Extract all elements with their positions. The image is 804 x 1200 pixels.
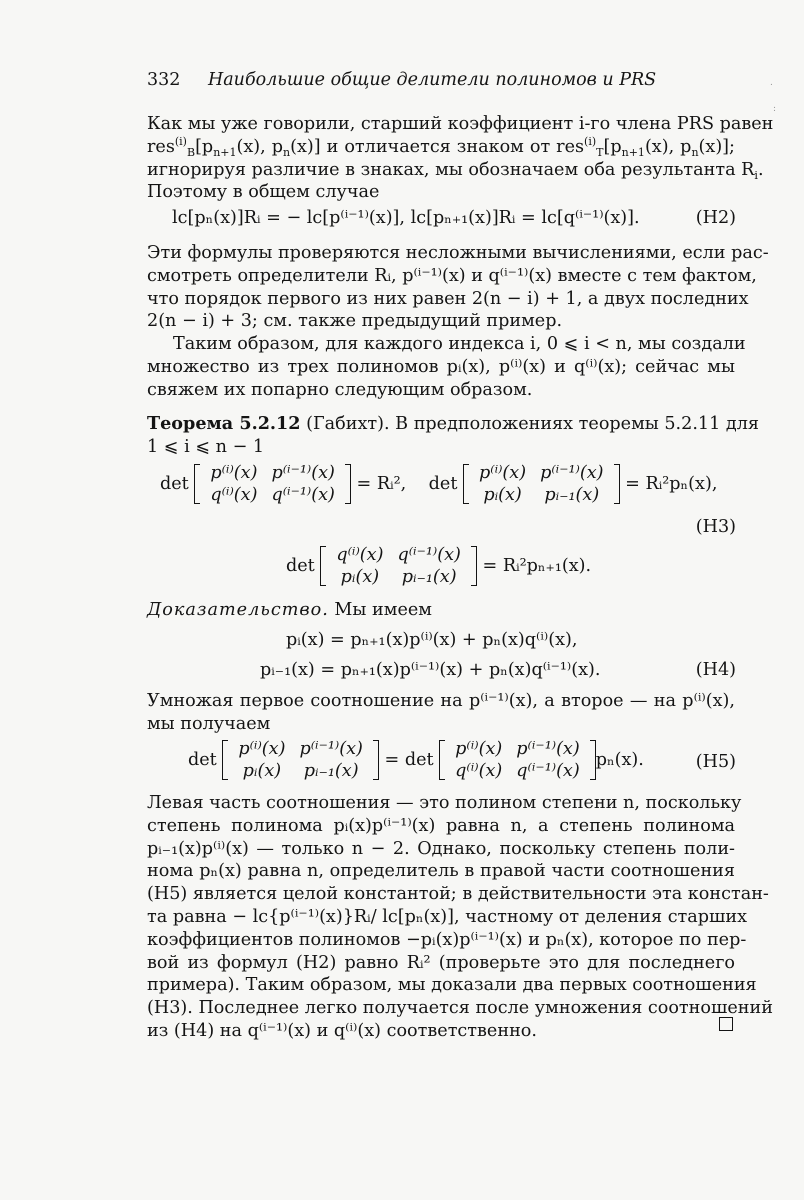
p5-line-11: из (H4) на q⁽ⁱ⁻¹⁾(x) и q⁽ⁱ⁾(x) соответственно.	[147, 1020, 537, 1041]
matrix-cell: q⁽ⁱ⁾(x)	[210, 485, 258, 505]
matrix-cell: pᵢ₋₁(x)	[401, 567, 457, 587]
matrix-cell: q⁽ⁱ⁾(x)	[455, 761, 503, 781]
paragraph-3	[147, 333, 746, 401]
paragraph-5	[147, 792, 773, 1043]
running-title: Наибольшие общие делители полиномов и PRS	[207, 70, 657, 90]
equation-h2: lc[pₙ(x)]Rᵢ = − lc[p⁽ⁱ⁻¹⁾(x)], lc[pₙ₊₁(x)]Rᵢ = lc[q⁽ⁱ⁻¹⁾(x)].	[172, 208, 640, 228]
theorem-line-2: 1 ⩽ i ⩽ n − 1	[147, 436, 265, 457]
p3-line-2: множество из трех полиномов pᵢ(x), p⁽ⁱ⁾(x) и q⁽ⁱ⁾(x); сейчас мы	[147, 356, 735, 377]
equation-h5	[188, 738, 644, 782]
matrix-h3-2	[463, 462, 620, 506]
paragraph-4	[147, 690, 735, 736]
matrix-cell: p⁽ⁱ⁻¹⁾(x)	[516, 739, 580, 759]
equation-h3-row-2	[286, 544, 591, 588]
matrix-cell: p⁽ⁱ⁾(x)	[210, 463, 258, 483]
matrix-cell: pᵢ(x)	[483, 485, 522, 505]
matrix-cell: pᵢ₋₁(x)	[303, 761, 359, 781]
p1-line-2: $res^{(i)}_B[p_{n+1}(x)$, $p_n(x)$] и отличается знаком от $res^{(i)}_T[p_{n+1}(x)$, $p_n(x)$];	[147, 134, 735, 159]
matrix-cell: p⁽ⁱ⁾(x)	[478, 463, 527, 483]
p5-line-7: коэффициентов полиномов −pᵢ(x)p⁽ⁱ⁻¹⁾(x) и pₙ(x), которое по пер-	[147, 929, 747, 950]
matrix-h3-3	[320, 544, 477, 588]
matrix-h3-1	[194, 462, 351, 506]
matrix-h5-2	[439, 738, 596, 782]
matrix-cell: q⁽ⁱ⁾(x)	[336, 545, 384, 565]
paragraph-1	[147, 113, 774, 204]
h5-result: pₙ(x).	[595, 750, 644, 770]
equation-h4-tag: (H4)	[695, 660, 736, 680]
theorem-line-1: Теорема 5.2.12 (Габихт). В предположениях теоремы 5.2.11 для	[147, 413, 760, 434]
matrix-h5-1	[222, 738, 379, 782]
matrix-cell: pᵢ(x)	[242, 761, 282, 781]
p2-line-2: смотреть определители Rᵢ, p⁽ⁱ⁻¹⁾(x) и q⁽ⁱ⁻¹⁾(x) вместе с тем фактом,	[147, 265, 757, 286]
det-label: det	[160, 474, 189, 494]
p1-line-3: игнорируя различие в знаках, мы обозначаем оба результанта $R_i$.	[147, 159, 764, 182]
proof-text: Мы имеем	[334, 600, 432, 620]
equation-h3-row-1	[160, 462, 717, 506]
matrix-cell: pᵢ(x)	[340, 567, 380, 587]
p5-line-5: (H5) является целой константой; в действительности эта констан-	[147, 884, 769, 905]
h5-mid: = det	[384, 750, 434, 770]
p2-line-3: что порядок первого из них равен 2(n − i) + 1, а двух последних	[147, 288, 749, 309]
proof-label: Доказательство.	[147, 600, 329, 620]
theorem-statement	[147, 413, 760, 459]
matrix-cell: p⁽ⁱ⁻¹⁾(x)	[540, 463, 604, 483]
p5-line-10: (H3). Последнее легко получается после умножения соотношений	[147, 998, 773, 1019]
det-label: det	[428, 474, 458, 494]
h3-result-1: = Rᵢ²,	[356, 474, 407, 494]
h3-result-2: = Rᵢ²pₙ(x),	[625, 474, 718, 494]
det-label: det	[188, 750, 217, 770]
equation-h5-tag: (H5)	[695, 752, 736, 772]
p3-line-1: Таким образом, для каждого индекса i, 0 ⩽ i < n, мы создали	[173, 334, 746, 354]
p4-line-1: Умножая первое соотношение на p⁽ⁱ⁻¹⁾(x), а второе — на p⁽ⁱ⁾(x),	[147, 691, 735, 711]
p5-line-1: Левая часть соотношения — это полином степени n, поскольку	[147, 793, 742, 813]
matrix-cell: q⁽ⁱ⁻¹⁾(x)	[516, 761, 580, 781]
p5-line-2: степень полинома pᵢ(x)p⁽ⁱ⁻¹⁾(x) равна n, а степень полинома	[147, 815, 735, 836]
p5-line-9: примера). Таким образом, мы доказали два первых соотношения	[147, 975, 757, 996]
matrix-cell: p⁽ⁱ⁾(x)	[455, 739, 503, 759]
matrix-cell: pᵢ₋₁(x)	[544, 485, 600, 505]
p4-line-2: мы получаем	[147, 713, 271, 734]
p5-line-6: та равна − lc{p⁽ⁱ⁻¹⁾(x)}Rᵢ/ lc[pₙ(x)], частному от деления старших	[147, 906, 748, 927]
proof-intro	[147, 600, 432, 620]
scan-speck: :	[773, 104, 777, 114]
running-header	[147, 70, 656, 90]
equation-h3-tag: (H3)	[695, 517, 736, 537]
det-label: det	[286, 556, 315, 576]
h3-result-3: = Rᵢ²pₙ₊₁(x).	[482, 556, 592, 576]
equation-h2-tag: (H2)	[695, 208, 736, 228]
p5-line-3: pᵢ₋₁(x)p⁽ⁱ⁾(x) — только n − 2. Однако, поскольку степень поли-	[147, 838, 735, 859]
paragraph-2	[147, 242, 769, 333]
matrix-cell: q⁽ⁱ⁻¹⁾(x)	[271, 485, 335, 505]
matrix-cell: p⁽ⁱ⁾(x)	[238, 739, 286, 759]
p3-line-3: свяжем их попарно следующим образом.	[147, 379, 533, 400]
p5-line-8: вой из формул (H2) равно Rᵢ² (проверьте это для последнего	[147, 952, 735, 973]
scan-speck: .	[770, 78, 773, 88]
equation-h4-line-1: pᵢ(x) = pₙ₊₁(x)p⁽ⁱ⁾(x) + pₙ(x)q⁽ⁱ⁾(x),	[286, 630, 578, 650]
p2-line-1: Эти формулы проверяются несложными вычислениями, если рас-	[147, 243, 769, 263]
p2-line-4: 2(n − i) + 3; см. также предыдущий пример.	[147, 311, 563, 332]
p1-line-4: Поэтому в общем случае	[147, 182, 380, 203]
p1-line-1: Как мы уже говорили, старший коэффициент i-го члена PRS равен	[147, 114, 774, 134]
p5-line-4: нома pₙ(x) равна n, определитель в правой части соотношения	[147, 861, 735, 882]
theorem-label: Теорема 5.2.12	[147, 413, 301, 434]
matrix-cell: p⁽ⁱ⁻¹⁾(x)	[271, 463, 335, 483]
page-number: 332	[147, 70, 181, 90]
matrix-cell: q⁽ⁱ⁻¹⁾(x)	[397, 545, 461, 565]
qed-box-icon	[719, 1017, 733, 1031]
equation-h4-line-2: pᵢ₋₁(x) = pₙ₊₁(x)p⁽ⁱ⁻¹⁾(x) + pₙ(x)q⁽ⁱ⁻¹⁾(x).	[260, 660, 601, 680]
matrix-cell: p⁽ⁱ⁻¹⁾(x)	[299, 739, 363, 759]
